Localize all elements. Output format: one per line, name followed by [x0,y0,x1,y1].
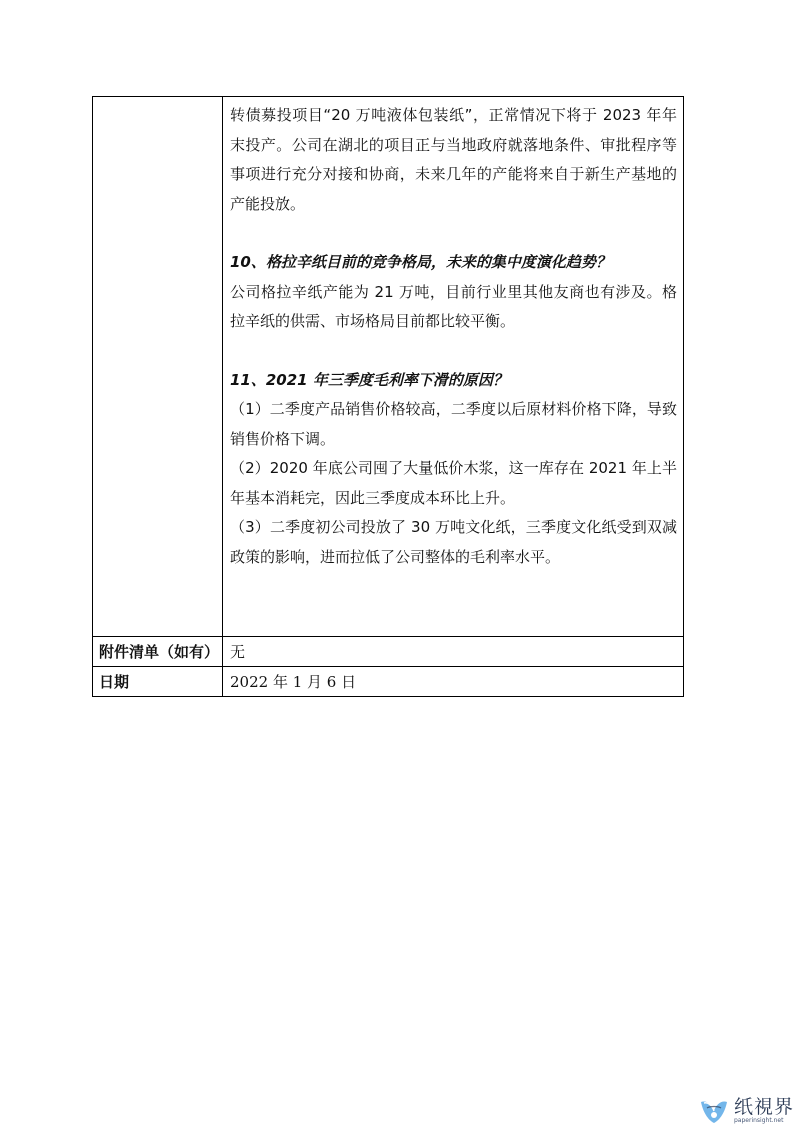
intro-paragraph: 转债募投项目“20 万吨液体包装纸”，正常情况下将于 2023 年年末投产。公司在湖北的项目正与当地政府就落地条件、审批程序等事项进行充分对接和协商，未来几年的产能将来自于新生产基地的产能投放。 [230,106,677,213]
question-11-item-2: （2）2020 年底公司囤了大量低价木浆，这一库存在 2021 年上半年基本消耗完，因此三季度成本环比上升。 [230,459,677,507]
content-row [93,97,684,637]
date-value: 2022 年 1 月 6 日 [223,667,684,697]
attachments-row [93,637,684,667]
watermark [698,1090,798,1130]
paperinsight-logo-icon [698,1094,730,1126]
watermark-url: paperinsight.net [734,1117,784,1124]
question-11-item-3: （3）二季度初公司投放了 30 万吨文化纸，三季度文化纸受到双减政策的影响，进而拉低了公司整体的毛利率水平。 [230,518,677,566]
content-cell [223,97,684,637]
question-10-title: 10、格拉辛纸目前的竞争格局，未来的集中度演化趋势？ [230,253,611,271]
spacer [230,219,677,248]
question-11-title: 11、2021 年三季度毛利率下滑的原因？ [230,370,508,389]
spacer [230,337,677,366]
question-11-item-1: （1）二季度产品销售价格较高，二季度以后原材料价格下降，导致销售价格下调。 [230,400,677,448]
empty-label-cell [93,97,223,637]
attachments-label: 附件清单（如有） [93,637,223,667]
question-10-answer: 公司格拉辛纸产能为 21 万吨，目前行业里其他友商也有涉及。格拉辛纸的供需、市场格局目前都比较平衡。 [230,282,677,330]
watermark-title: 纸視界 [734,1096,795,1118]
date-label: 日期 [93,667,223,697]
attachments-value: 无 [223,637,684,667]
record-table [92,96,684,697]
date-row [93,667,684,697]
